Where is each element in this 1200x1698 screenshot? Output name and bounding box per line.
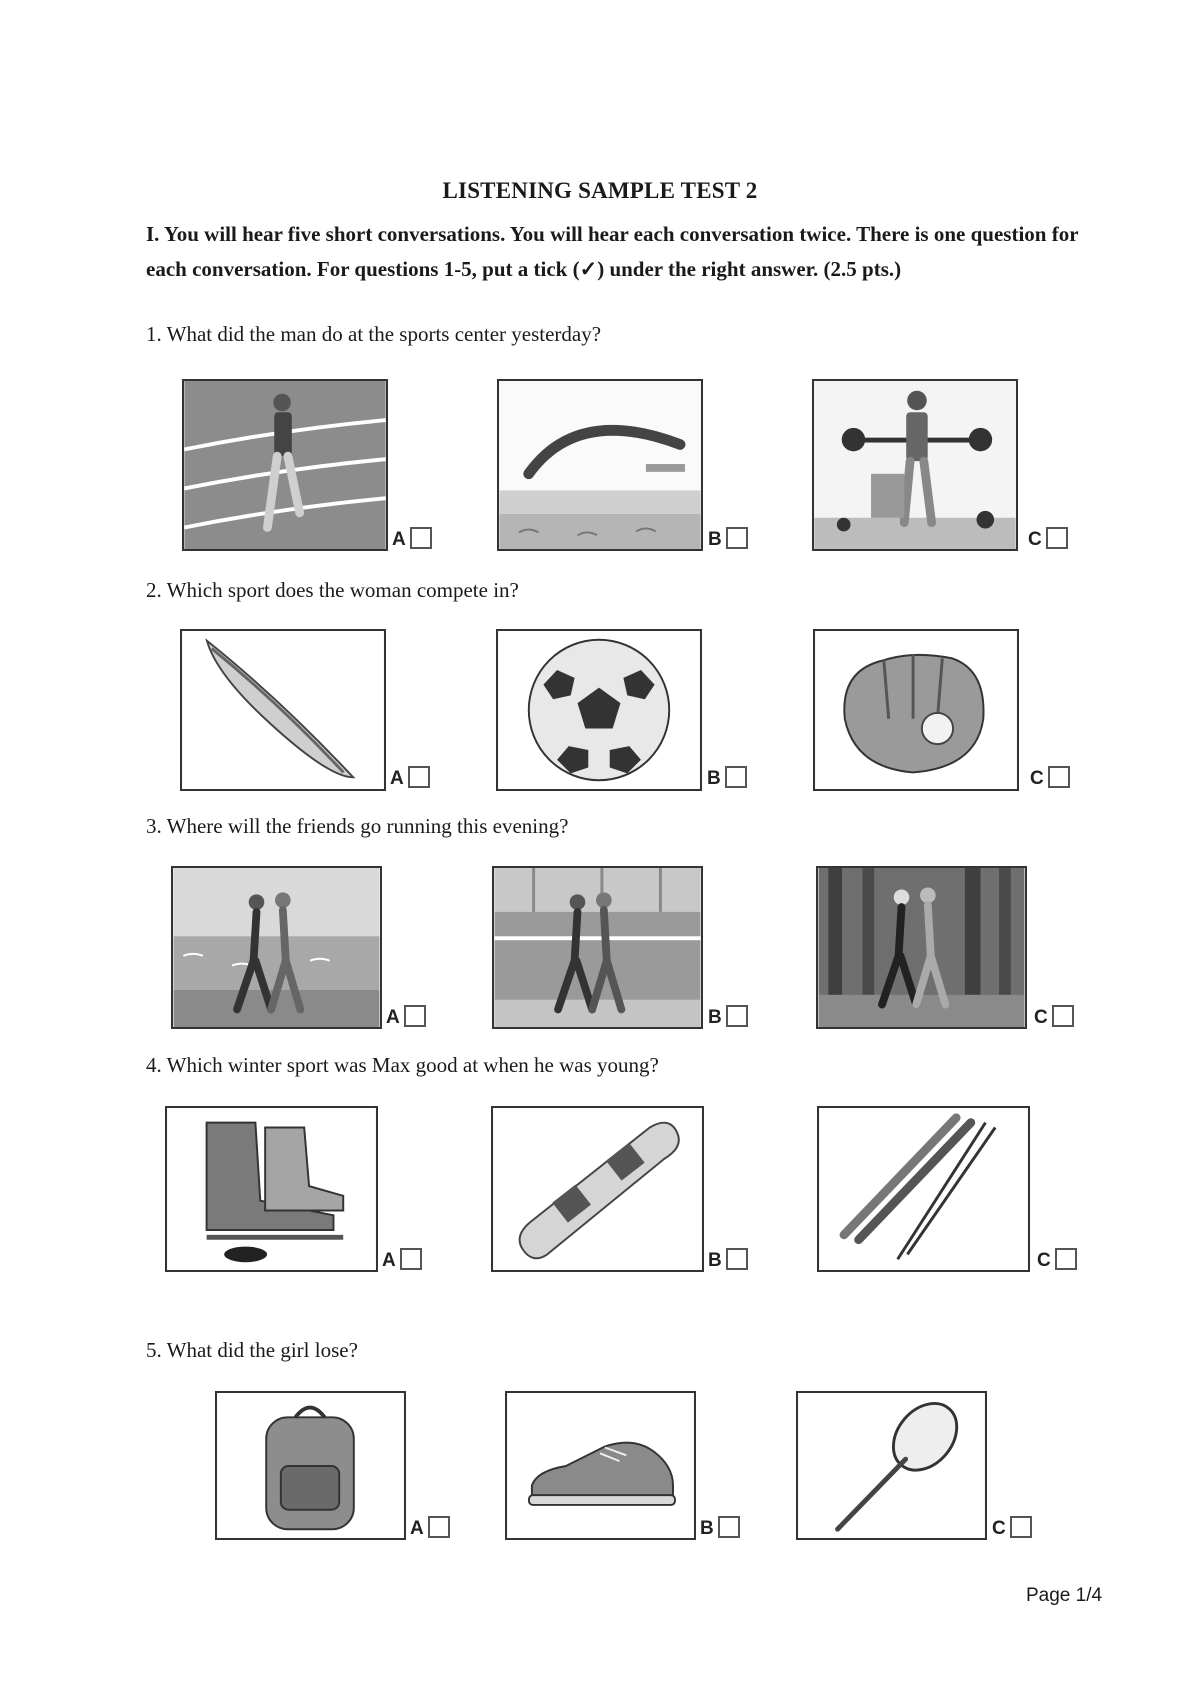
option-4b[interactable] — [708, 1248, 748, 1270]
option-letter: B — [700, 1518, 714, 1539]
surfboard-icon — [180, 629, 386, 791]
option-letter: C — [1037, 1250, 1051, 1271]
option-3a[interactable] — [386, 1005, 426, 1027]
question-2: 2. Which sport does the woman compete in? — [146, 578, 519, 602]
ice-skates-icon — [165, 1106, 378, 1272]
baseball-glove-icon — [813, 629, 1019, 791]
runners-forest-icon — [816, 866, 1027, 1029]
tick-box[interactable] — [428, 1516, 450, 1538]
option-4c[interactable] — [1037, 1248, 1077, 1270]
racket-icon — [796, 1391, 987, 1540]
snowboard-icon — [491, 1106, 704, 1272]
option-letter: C — [1030, 768, 1044, 789]
weightlifting-icon — [812, 379, 1018, 551]
runners-street-icon — [492, 866, 703, 1029]
soccer-ball-icon — [496, 629, 702, 791]
option-letter: A — [390, 768, 404, 789]
sneaker-icon — [505, 1391, 696, 1540]
tick-box[interactable] — [1052, 1005, 1074, 1027]
tick-box[interactable] — [1046, 527, 1068, 549]
running-track-icon — [182, 379, 388, 551]
option-1b[interactable] — [708, 527, 748, 549]
option-letter: B — [708, 1250, 722, 1271]
tick-box[interactable] — [1010, 1516, 1032, 1538]
option-letter: A — [382, 1250, 396, 1271]
tick-box[interactable] — [726, 1005, 748, 1027]
tick-box[interactable] — [408, 766, 430, 788]
option-5c[interactable] — [992, 1516, 1032, 1538]
option-5a[interactable] — [410, 1516, 450, 1538]
tick-box[interactable] — [725, 766, 747, 788]
option-letter: C — [1028, 529, 1042, 550]
skis-icon — [817, 1106, 1030, 1272]
option-1c[interactable] — [1028, 527, 1068, 549]
option-letter: A — [410, 1518, 424, 1539]
tick-box[interactable] — [1055, 1248, 1077, 1270]
option-5b[interactable] — [700, 1516, 740, 1538]
option-letter: B — [708, 1007, 722, 1028]
option-letter: C — [1034, 1007, 1048, 1028]
option-letter: B — [708, 529, 722, 550]
question-1: 1. What did the man do at the sports center yesterday? — [146, 322, 602, 346]
option-letter: C — [992, 1518, 1006, 1539]
option-4a[interactable] — [382, 1248, 422, 1270]
option-letter: B — [707, 768, 721, 789]
tick-box[interactable] — [400, 1248, 422, 1270]
option-letter: A — [386, 1007, 400, 1028]
question-4: 4. Which winter sport was Max good at when he was young? — [146, 1053, 659, 1077]
tick-box[interactable] — [718, 1516, 740, 1538]
page-number: Page 1/4 — [1026, 1585, 1103, 1606]
option-letter: A — [392, 529, 406, 550]
tick-box[interactable] — [404, 1005, 426, 1027]
page-title: LISTENING SAMPLE TEST 2 — [442, 178, 758, 203]
option-2a[interactable] — [390, 766, 430, 788]
tick-box[interactable] — [726, 527, 748, 549]
option-3c[interactable] — [1034, 1005, 1074, 1027]
option-1a[interactable] — [392, 527, 432, 549]
backpack-icon — [215, 1391, 406, 1540]
option-2c[interactable] — [1030, 766, 1070, 788]
option-3b[interactable] — [708, 1005, 748, 1027]
question-3: 3. Where will the friends go running this evening? — [146, 814, 569, 838]
section-instruction: I. You will hear five short conversations. You will hear each conversation twice. There is one question for each conversation. For questions 1-5, put a tick (✓) under the right answer. (2.5 pts.) — [146, 222, 1079, 281]
tick-box[interactable] — [1048, 766, 1070, 788]
runners-lake-icon — [171, 866, 382, 1029]
question-5: 5. What did the girl lose? — [146, 1338, 358, 1362]
tick-box[interactable] — [726, 1248, 748, 1270]
tick-box[interactable] — [410, 527, 432, 549]
option-2b[interactable] — [707, 766, 747, 788]
diving-icon — [497, 379, 703, 551]
